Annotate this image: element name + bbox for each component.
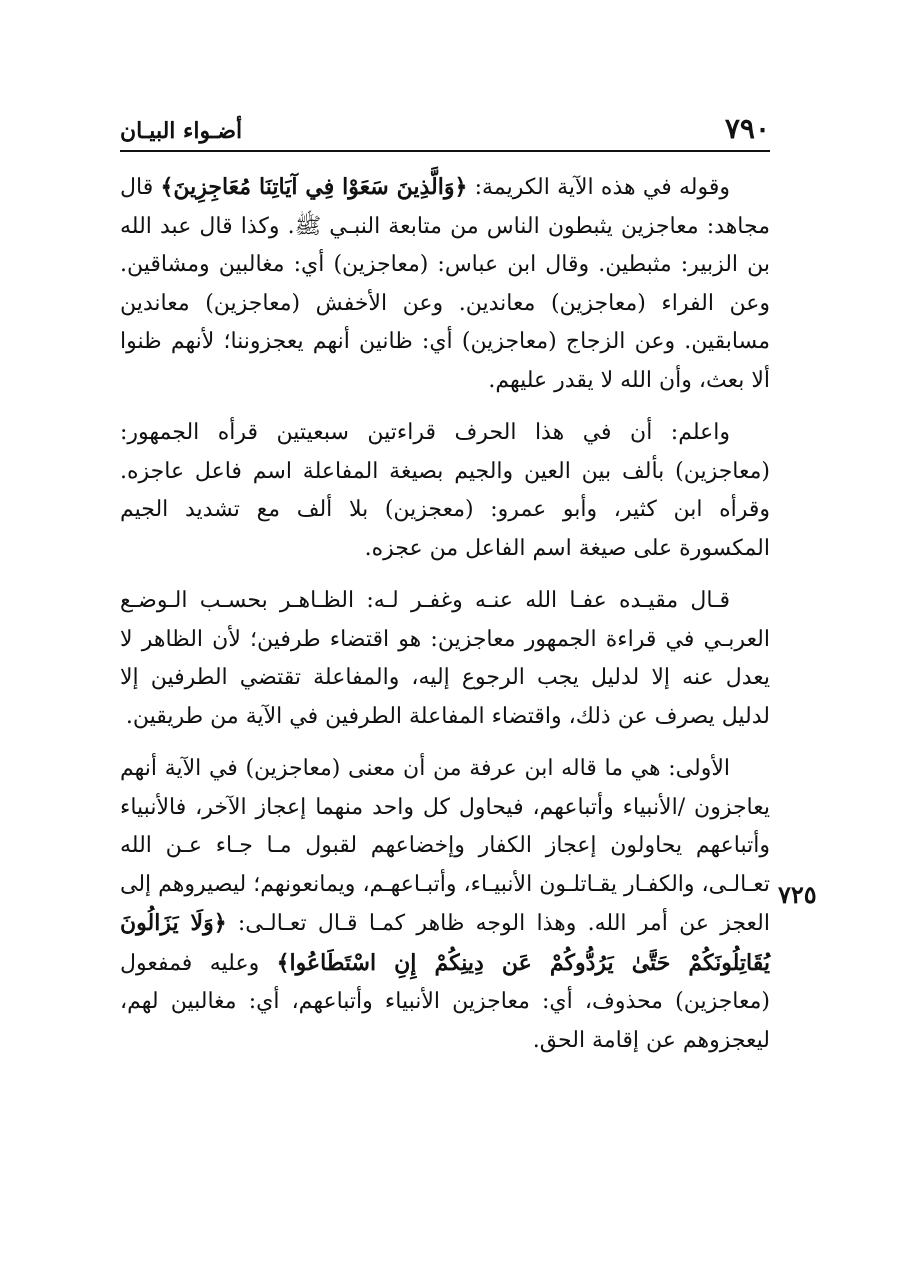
- quran-open-bracket: ﴿: [213, 910, 227, 936]
- paragraph-4-conclusion: وعليه فمفعول (معاجزين) محذوف، أي: معاجزين الأنبياء وأتباعهم، أي: مغالبين لهم، ليعجزوهم عن إقامة الحق.: [120, 950, 770, 1053]
- page-number: ٧٩٠: [724, 112, 770, 145]
- paragraph-4: [120, 750, 770, 1060]
- quran-open-bracket: ﴿: [454, 174, 468, 200]
- paragraph-1-text: قال مجاهد: معاجزين يثبطون الناس من متابعة النبـي ﷺ. وكذا قال عبد الله بن الزبير: مثبطين. وقال ابن عباس: (معاجزين) أي: مغالبين ومشاقين. وعن الفراء (معاجزين) معاندين. وعن الأخفش (معاجزين) معاندين مسابقين. وعن الزجاج (معاجزين) أي: ظانين أنهم يعجزوننا؛ لأنهم ظنوا ألا بعث، وأن الله لا يقدر عليهم.: [120, 175, 770, 393]
- paragraph-2: واعلم: أن في هذا الحرف قراءتين سبعيتين قرأه الجمهور: (معاجزين) بألف بين العين والجيم بصيغة المفاعلة اسم فاعل عاجزه. وقرأه ابن كثير، وأبو عمرو: (معجزين) بلا ألف مع تشديد الجيم المكسورة على صيغة اسم الفاعل من عجزه.: [120, 420, 770, 561]
- paragraph-1-intro: وقوله في هذه الآية الكريمة:: [467, 175, 731, 200]
- quran-close-bracket: ﴾: [276, 949, 290, 976]
- running-title: أضـواء البيـان: [120, 118, 243, 144]
- quran-verse-2: وَلَا يَزَالُونَ يُقَاتِلُونَكُمْ حَتَّىٰ يَرُدُّوكُمْ عَن دِينِكُمْ إِنِ اسْتَطَاعُوا: [120, 910, 771, 976]
- paragraph-3: قـال مقيـده عفـا الله عنـه وغفـر لـه: الظـاهـر بحسـب الـوضـع العربـي في قراءة الجمهور معاجزين: هو اقتضاء طرفين؛ لأن الظاهر لا يعدل عنه إلا لدليل يجب الرجوع إليه، والمفاعلة تقتضي الطرفين إلا لدليل يصرف عن ذلك، واقتضاء المفاعلة الطرفين في الآية من طريقين.: [120, 588, 770, 729]
- page-header: [120, 112, 770, 152]
- quran-close-bracket: ﴾: [160, 174, 174, 200]
- paragraph-1: [120, 168, 770, 400]
- header-divider: [120, 150, 770, 152]
- main-text: [120, 168, 770, 1060]
- margin-page-reference: ٧٢٥: [778, 880, 817, 909]
- quran-verse-1: وَالَّذِينَ سَعَوْا فِي آيَاتِنَا مُعَاجِزِينَ: [173, 174, 455, 200]
- paragraph-4-text: الأولى: هي ما قاله ابن عرفة من أن معنى (معاجزين) في الآية أنهم يعاجزون /الأنبياء وأتباعهم، فيحاول كل واحد منهما إعجاز الآخر، فالأنبياء وأتباعهم يحاولون إعجاز الكفار وإخضاعهم لقبول مـا جـاء عـن الله تعـالـى، والكفـار يقـاتلـون الأنبيـاء، وأتبـاعهـم، ويمانعونهم؛ ليصيروهم إلى العجز عن أمر الله. وهذا الوجه ظاهر كمـا قـال تعـالـى:: [120, 756, 770, 936]
